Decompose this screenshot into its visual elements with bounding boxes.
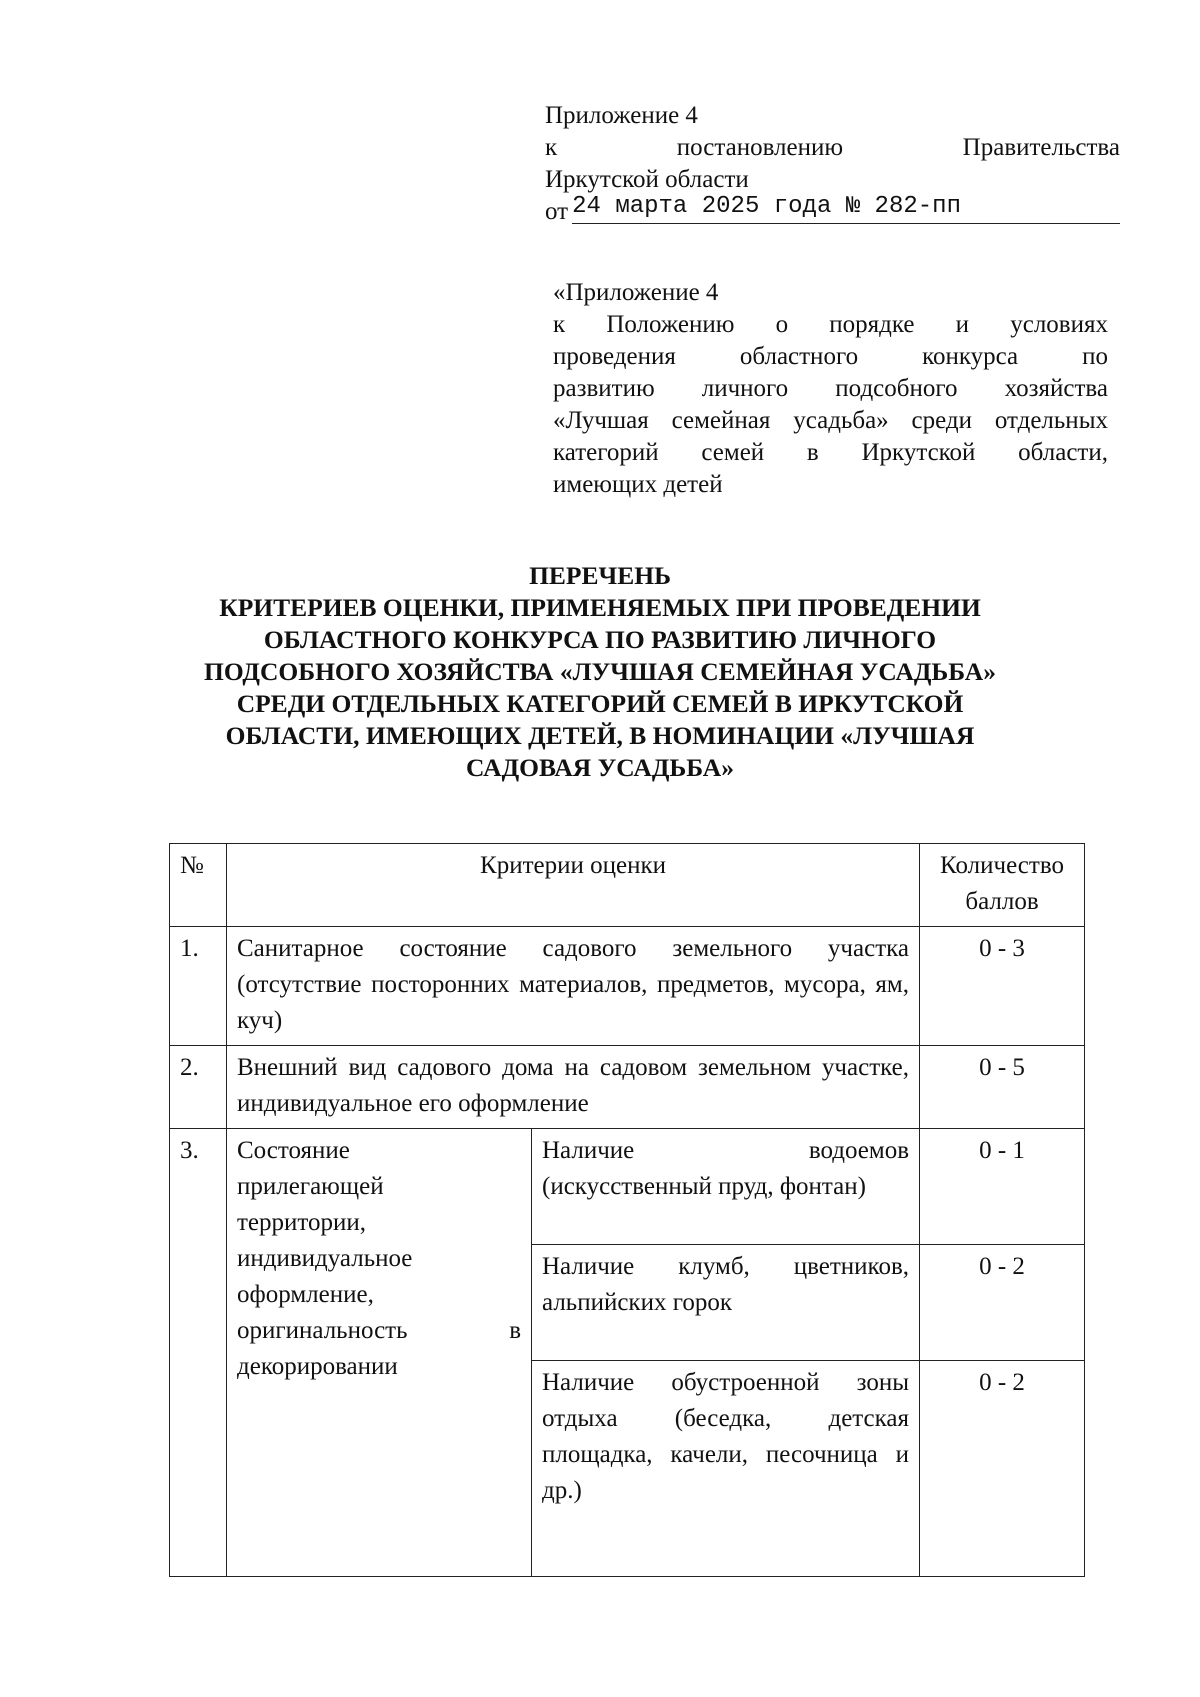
table-row <box>170 1046 1085 1129</box>
appendix-header-line2: к постановлению Правительства <box>545 134 1120 161</box>
row-points: 0 - 5 <box>920 1046 1085 1129</box>
row-criteria: Санитарное состояние садового земельного участка (отсутствие посторонних материалов, предметов, мусора, ям, куч) <box>227 927 920 1046</box>
appendix-regulation <box>553 277 1108 501</box>
sub-criteria: Наличие обустроенной зоны отдыха (беседка, детская площадка, качели, песочница и др.) <box>532 1361 920 1577</box>
row-num: 1. <box>170 927 227 1046</box>
header-criteria: Критерии оценки <box>227 844 920 927</box>
table-header-row <box>170 844 1085 927</box>
date-prefix: от <box>545 198 569 225</box>
table-row <box>170 1129 1085 1245</box>
title-line: КРИТЕРИЕВ ОЦЕНКИ, ПРИМЕНЯЕМЫХ ПРИ ПРОВЕДЕНИИ <box>219 593 981 622</box>
sub-points: 0 - 2 <box>920 1361 1085 1577</box>
appendix-header-line3: Иркутской области <box>545 166 749 193</box>
document-title <box>110 560 1090 784</box>
table-row <box>170 927 1085 1046</box>
date-value: 24 марта 2025 года № 282-пп <box>572 193 1120 224</box>
title-line: ПЕРЕЧЕНЬ <box>529 561 671 590</box>
appendix-regulation-line: «Приложение 4 <box>553 279 719 306</box>
title-line: ПОДСОБНОГО ХОЗЯЙСТВА «ЛУЧШАЯ СЕМЕЙНАЯ УСАДЬБА» <box>204 657 996 686</box>
title-line: ОБЛАСТИ, ИМЕЮЩИХ ДЕТЕЙ, В НОМИНАЦИИ «ЛУЧШАЯ <box>225 721 975 750</box>
row-criteria: Внешний вид садового дома на садовом земельном участке, индивидуальное его оформление <box>227 1046 920 1129</box>
title-line: СРЕДИ ОТДЕЛЬНЫХ КАТЕГОРИЙ СЕМЕЙ В ИРКУТСКОЙ <box>236 689 964 718</box>
appendix-regulation-line: «Лучшая семейная усадьба» среди отдельных <box>553 407 1108 434</box>
appendix-header-line1: Приложение 4 <box>545 102 698 129</box>
appendix-header <box>545 100 1120 228</box>
appendix-header-date <box>545 193 1120 228</box>
appendix-regulation-line: категорий семей в Иркутской области, <box>553 439 1108 466</box>
row-num: 2. <box>170 1046 227 1129</box>
sub-points: 0 - 2 <box>920 1245 1085 1361</box>
header-points: Количество баллов <box>920 844 1085 927</box>
appendix-regulation-line: к Положению о порядке и условиях <box>553 311 1108 338</box>
header-num: № <box>170 844 227 927</box>
row-num: 3. <box>170 1129 227 1577</box>
sub-criteria: Наличие клумб, цветников, альпийских горок <box>532 1245 920 1361</box>
appendix-regulation-line: развитию личного подсобного хозяйства <box>553 375 1108 402</box>
row-points: 0 - 3 <box>920 927 1085 1046</box>
title-line: ОБЛАСТНОГО КОНКУРСА ПО РАЗВИТИЮ ЛИЧНОГО <box>263 625 937 654</box>
title-line: САДОВАЯ УСАДЬБА» <box>466 753 734 782</box>
sub-points: 0 - 1 <box>920 1129 1085 1245</box>
row-group-criteria: Состояние прилегающей территории, индивидуальное оформление, оригинальность в декорировании <box>227 1129 532 1577</box>
appendix-regulation-line: имеющих детей <box>553 471 723 498</box>
appendix-regulation-line: проведения областного конкурса по <box>553 343 1108 370</box>
criteria-table <box>169 843 1085 1577</box>
sub-criteria: Наличие водоемов (искусственный пруд, фонтан) <box>532 1129 920 1245</box>
